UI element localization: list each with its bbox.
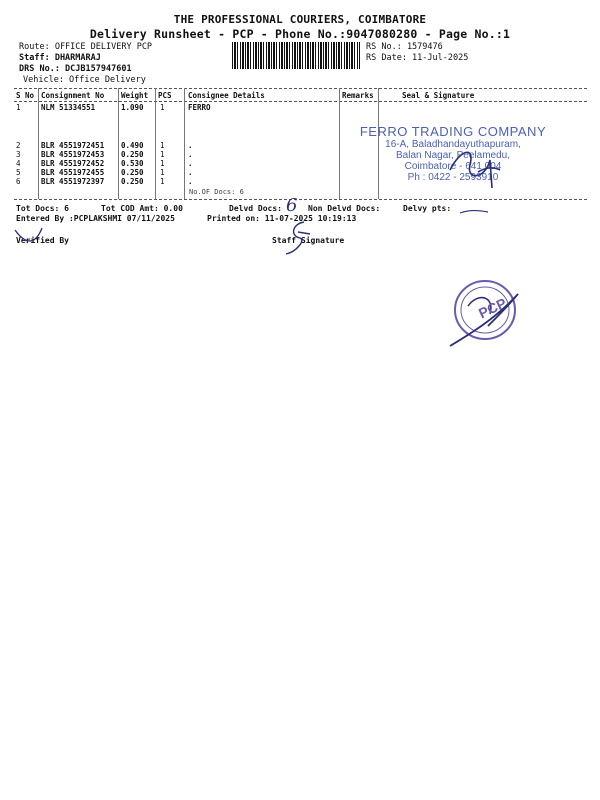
table-header-rule <box>14 101 587 102</box>
cell-sno: 3 <box>16 150 21 159</box>
runsheet-subtitle: Delivery Runsheet - PCP - Phone No.:9047080280 - Page No.:1 <box>89 27 511 41</box>
vehicle-label: Vehicle: Office Delivery <box>23 75 146 85</box>
tot-cod-amt: Tot COD Amt: 0.00 <box>101 204 183 213</box>
cell-pcs: 1 <box>160 168 165 177</box>
cell-consignment: BLR 4551972455 <box>41 168 105 177</box>
col-header-consignment: Consignment No <box>41 91 105 100</box>
staff-label: Staff: DHARMARAJ <box>19 53 101 63</box>
cell-consignee: . <box>188 141 193 150</box>
col-divider <box>184 88 185 199</box>
cell-consignment: BLR 4551972453 <box>41 150 105 159</box>
cell-sno: 2 <box>16 141 21 150</box>
col-header-weight: Weight <box>121 91 149 100</box>
col-header-seal: Seal & Signature <box>402 91 475 100</box>
col-divider <box>118 88 119 199</box>
cell-sno: 6 <box>16 177 21 186</box>
cell-sno: 4 <box>16 159 21 168</box>
cell-consignee: . <box>188 177 193 186</box>
stamp-address-line: 16-A, Baladhandayuthapuram, <box>385 139 521 150</box>
cell-sno: 5 <box>16 168 21 177</box>
cell-pcs: 1 <box>160 150 165 159</box>
cell-consignee: . <box>188 168 193 177</box>
rs-date: RS Date: 11-Jul-2025 <box>366 53 469 63</box>
col-header-sno: S No <box>16 91 35 100</box>
cell-consignment: BLR 4551972397 <box>41 177 105 186</box>
cell-weight: 1.090 <box>121 103 144 112</box>
delvd-docs-handwritten: 6 <box>286 195 298 216</box>
cell-consignee: . <box>188 159 193 168</box>
staff-signature-scribble <box>276 218 316 258</box>
cell-weight: 0.250 <box>121 177 144 186</box>
cell-pcs: 1 <box>160 159 165 168</box>
stamp-address-line: Balan Nagar, Peelamedu, <box>396 150 510 161</box>
col-header-consignee: Consignee Details <box>188 91 265 100</box>
entered-by: Entered By :PCPLAKSHMI 07/11/2025 <box>16 214 175 223</box>
staff-signature: Staff Signature <box>272 236 345 245</box>
drs-number: DRS No.: DCJB157947601 <box>19 64 132 74</box>
pcp-seal-text: PCP <box>475 294 509 322</box>
stamp-company-name: FERRO TRADING COMPANY <box>359 124 547 139</box>
stamp-address-line: Coimbatore - 641 004 <box>404 161 502 172</box>
delvd-docs-label: Delvd Docs: <box>229 204 282 213</box>
cell-consignee: . <box>188 150 193 159</box>
route-label: Route: OFFICE DELIVERY PCP <box>19 42 153 52</box>
no-of-docs: No.OF Docs: 6 <box>189 188 244 196</box>
table-bottom-rule <box>14 199 587 200</box>
cell-sno: 1 <box>16 103 21 112</box>
verifier-signature-scribble <box>10 222 50 250</box>
non-delvd-docs-label: Non Delvd Docs: <box>308 204 381 213</box>
cell-weight: 0.250 <box>121 168 144 177</box>
rs-number: RS No.: 1579476 <box>366 42 443 52</box>
barcode <box>232 42 360 69</box>
cell-consignee: FERRO <box>188 103 211 112</box>
cell-consignment: NLM 51334551 <box>41 103 96 112</box>
col-divider <box>155 88 156 199</box>
delvy-pts-scribble <box>458 208 490 216</box>
cell-weight: 0.530 <box>121 159 144 168</box>
delvy-pts-label: Delvy pts: <box>403 204 452 213</box>
cell-weight: 0.250 <box>121 150 144 159</box>
cell-pcs: 1 <box>160 177 165 186</box>
cell-consignment: BLR 4551972451 <box>41 141 105 150</box>
cell-pcs: 1 <box>160 141 165 150</box>
cell-pcs: 1 <box>160 103 165 112</box>
col-divider <box>38 88 39 199</box>
verified-by: Verified By <box>16 236 69 245</box>
handwritten-signature <box>430 140 520 195</box>
printed-on: Printed on: 11-07-2025 10:19:13 <box>207 214 357 223</box>
col-divider <box>339 88 340 199</box>
col-header-remarks: Remarks <box>342 91 374 100</box>
cell-consignment: BLR 4551972452 <box>41 159 105 168</box>
col-header-pcs: PCS <box>158 91 172 100</box>
table-top-rule <box>14 88 587 89</box>
cell-weight: 0.490 <box>121 141 144 150</box>
tot-docs: Tot Docs: 6 <box>16 204 69 213</box>
company-title: THE PROFESSIONAL COURIERS, COIMBATORE <box>173 13 427 26</box>
stamp-phone: Ph : 0422 - 2593910 <box>407 172 499 183</box>
